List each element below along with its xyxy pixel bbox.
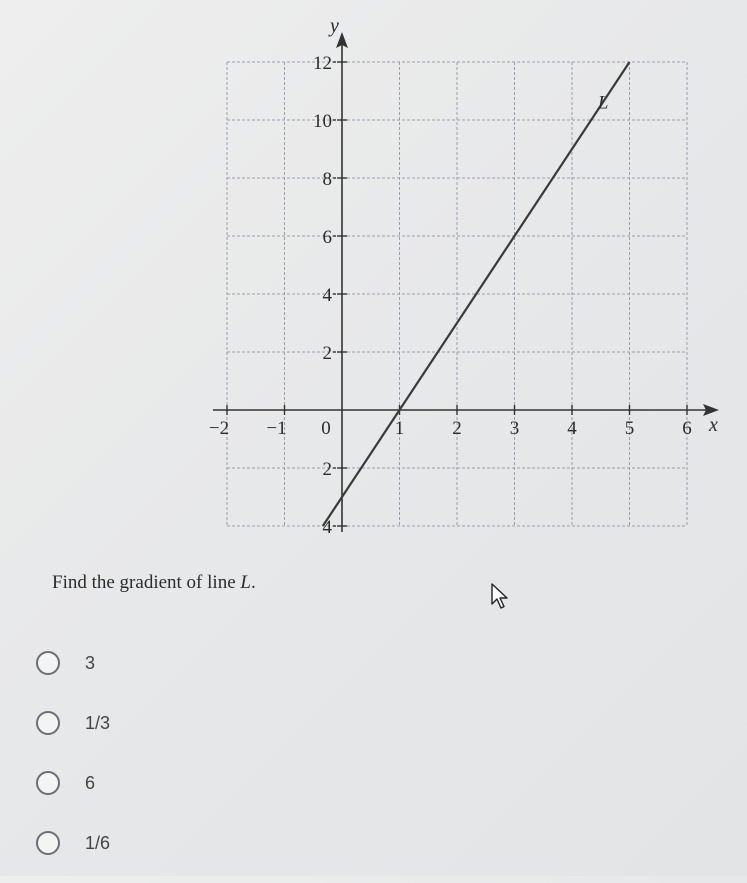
question-text: [52, 572, 256, 594]
option-label: 3: [85, 652, 96, 673]
y-tick-label: 12: [313, 53, 332, 74]
y-tick-label: 8: [322, 169, 332, 190]
line-l-label: L: [597, 92, 609, 114]
x-tick-label: 6: [682, 418, 692, 439]
radio-button-icon[interactable]: [36, 651, 60, 675]
y-tick-label: 2: [322, 459, 332, 480]
x-tick-label: 0: [321, 418, 331, 439]
radio-button-icon[interactable]: [36, 831, 60, 855]
x-tick-label: −2: [208, 418, 230, 439]
y-tick-label: 10: [313, 111, 332, 132]
arrow-cursor-icon: [490, 583, 512, 611]
option-4[interactable]: [36, 823, 110, 863]
option-label: 6: [85, 772, 96, 793]
option-3[interactable]: [36, 763, 110, 803]
radio-button-icon[interactable]: [36, 771, 60, 795]
x-tick-label: −1: [266, 418, 287, 439]
question-line-name: L: [240, 572, 251, 593]
y-tick-label: 6: [322, 227, 332, 248]
answer-options: [36, 643, 110, 883]
option-2[interactable]: [36, 703, 110, 743]
y-tick-label: 2: [322, 343, 332, 364]
x-tick-label: 2: [452, 418, 462, 439]
option-label: 1/3: [85, 712, 111, 733]
option-1[interactable]: [36, 643, 110, 683]
option-label: 1/6: [85, 832, 111, 853]
x-tick-label: 5: [624, 418, 635, 439]
x-tick-label: 4: [567, 418, 577, 439]
y-tick-label: 4: [322, 285, 332, 306]
x-tick-label: 3: [509, 418, 520, 439]
x-axis-label: x: [709, 414, 718, 436]
y-tick-label: 4: [322, 517, 332, 538]
radio-button-icon[interactable]: [36, 711, 60, 735]
question-prefix: Find the gradient of line: [52, 572, 241, 593]
question-suffix: .: [250, 572, 256, 593]
x-tick-label: 1: [394, 418, 405, 439]
y-axis-label: y: [330, 15, 339, 37]
